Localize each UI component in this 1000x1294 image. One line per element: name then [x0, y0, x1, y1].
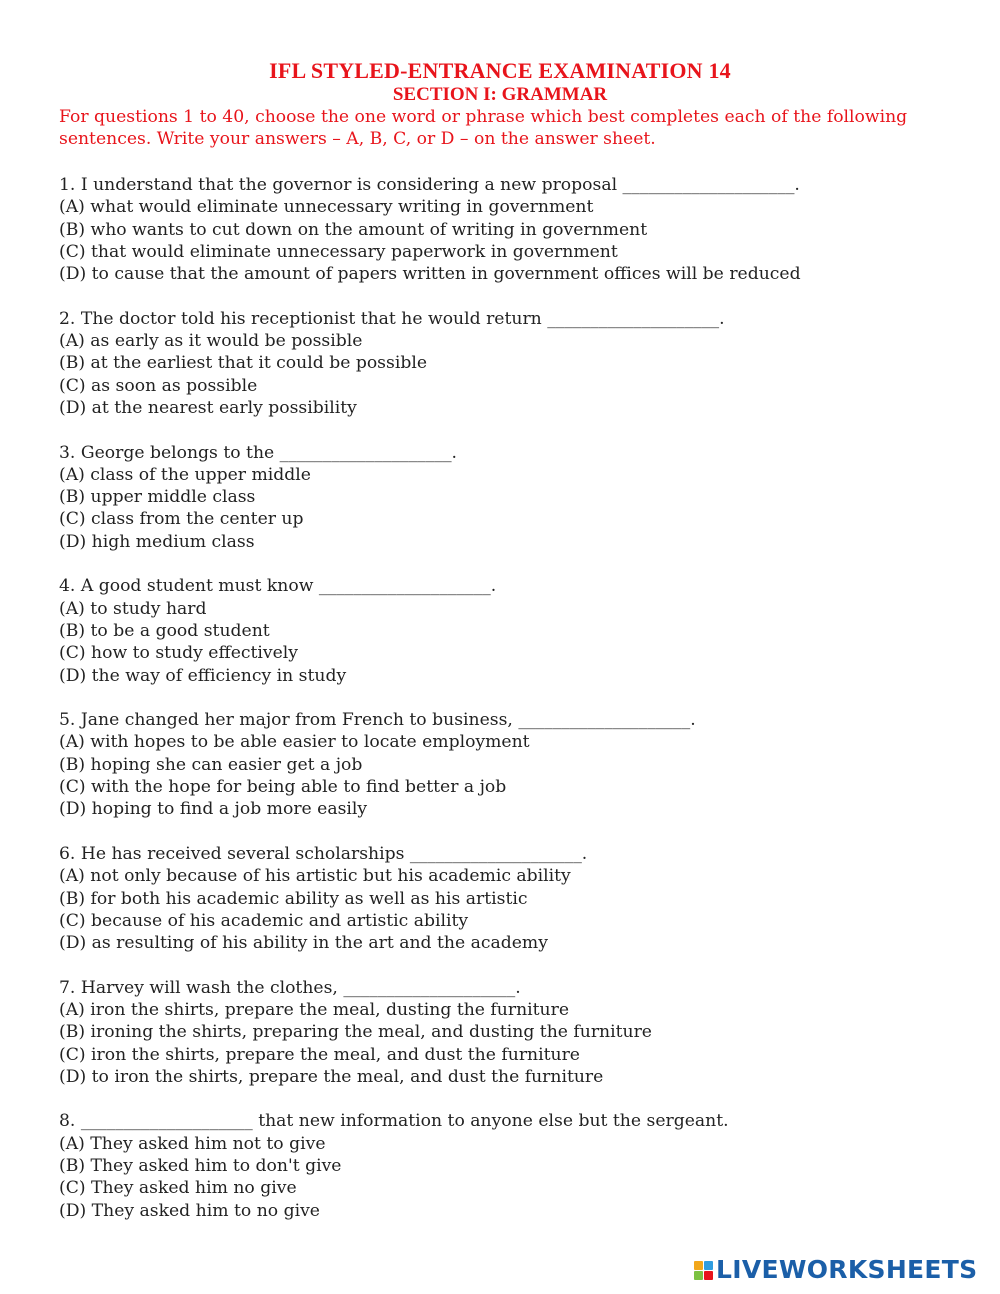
question-list: [59, 174, 959, 1244]
answer-option-c: (C) because of his academic and artistic ability: [59, 910, 469, 931]
question-stem: 1. I understand that the governor is considering a new proposal ____________________.: [59, 175, 800, 195]
logo-block: [704, 1261, 713, 1270]
liveworksheets-logo: [694, 1255, 977, 1285]
answer-option-b: (B) ironing the shirts, preparing the meal, and dusting the furniture: [59, 1022, 652, 1043]
answer-option-c: (C) that would eliminate unnecessary paperwork in government: [59, 241, 618, 262]
question-stem: 5. Jane changed her major from French to business, ____________________.: [59, 710, 696, 731]
answer-option-b: (B) to be a good student: [59, 620, 270, 641]
question-stem: 4. A good student must know ____________________.: [59, 576, 497, 597]
logo-block: [694, 1261, 703, 1270]
logo-block: [704, 1271, 713, 1280]
answer-option-c: (C) class from the center up: [59, 509, 304, 530]
instructions: For questions 1 to 40, choose the one word or phrase which best completes each of the following sentences. Write your answers – A, B, C, or D – on the answer sheet.: [59, 107, 908, 150]
question-6: [59, 843, 959, 954]
answer-option-d: (D) as resulting of his ability in the art and the academy: [59, 933, 548, 954]
exam-title: IFL STYLED-ENTRANCE EXAMINATION 14: [269, 58, 731, 83]
logo-blocks-icon: [694, 1261, 713, 1280]
answer-option-b: (B) They asked him to don't give: [59, 1156, 342, 1177]
answer-option-d: (D) to iron the shirts, prepare the meal, and dust the furniture: [59, 1066, 604, 1087]
question-1: [59, 174, 959, 285]
answer-option-b: (B) at the earliest that it could be possible: [59, 353, 427, 374]
answer-option-c: (C) iron the shirts, prepare the meal, and dust the furniture: [59, 1044, 580, 1065]
answer-option-a: (A) They asked him not to give: [59, 1133, 326, 1154]
answer-option-c: (C) as soon as possible: [59, 375, 258, 396]
answer-option-a: (A) as early as it would be possible: [59, 331, 363, 352]
answer-option-d: (D) to cause that the amount of papers written in government offices will be reduced: [59, 264, 801, 285]
answer-option-b: (B) who wants to cut down on the amount of writing in government: [59, 219, 648, 240]
answer-option-b: (B) for both his academic ability as well as his artistic: [59, 888, 528, 909]
question-4: [59, 575, 959, 686]
question-8: [59, 1110, 959, 1221]
answer-option-a: (A) what would eliminate unnecessary writing in government: [59, 197, 594, 218]
question-stem: 2. The doctor told his receptionist that he would return ____________________.: [59, 308, 725, 329]
answer-option-d: (D) They asked him to no give: [59, 1200, 320, 1221]
answer-option-c: (C) with the hope for being able to find better a job: [59, 777, 507, 798]
section-title: SECTION I: GRAMMAR: [392, 84, 608, 105]
answer-option-d: (D) hoping to find a job more easily: [59, 799, 368, 820]
answer-option-d: (D) at the nearest early possibility: [59, 397, 357, 418]
answer-option-a: (A) with hopes to be able easier to locate employment: [59, 732, 530, 753]
logo-block: [694, 1271, 703, 1280]
answer-option-a: (A) iron the shirts, prepare the meal, dusting the furniture: [59, 999, 570, 1020]
answer-option-d: (D) high medium class: [59, 531, 255, 552]
question-stem: 6. He has received several scholarships ____________________.: [59, 843, 588, 864]
answer-option-b: (B) upper middle class: [59, 487, 256, 508]
question-stem: 8. ____________________ that new information to anyone else but the sergeant.: [59, 1111, 729, 1132]
answer-option-b: (B) hoping she can easier get a job: [59, 754, 363, 775]
question-2: [59, 308, 959, 419]
answer-option-d: (D) the way of efficiency in study: [59, 665, 347, 686]
answer-option-a: (A) class of the upper middle: [59, 464, 311, 485]
logo-text: LIVEWORKSHEETS: [716, 1255, 978, 1284]
question-stem: 3. George belongs to the ____________________.: [59, 442, 458, 463]
question-3: [59, 442, 959, 553]
question-5: [59, 709, 959, 820]
answer-option-c: (C) They asked him no give: [59, 1178, 297, 1199]
answer-option-c: (C) how to study effectively: [59, 643, 298, 664]
answer-option-a: (A) not only because of his artistic but his academic ability: [59, 866, 571, 887]
answer-option-a: (A) to study hard: [59, 598, 207, 619]
question-stem: 7. Harvey will wash the clothes, ____________________.: [59, 977, 521, 998]
question-7: [59, 977, 959, 1088]
